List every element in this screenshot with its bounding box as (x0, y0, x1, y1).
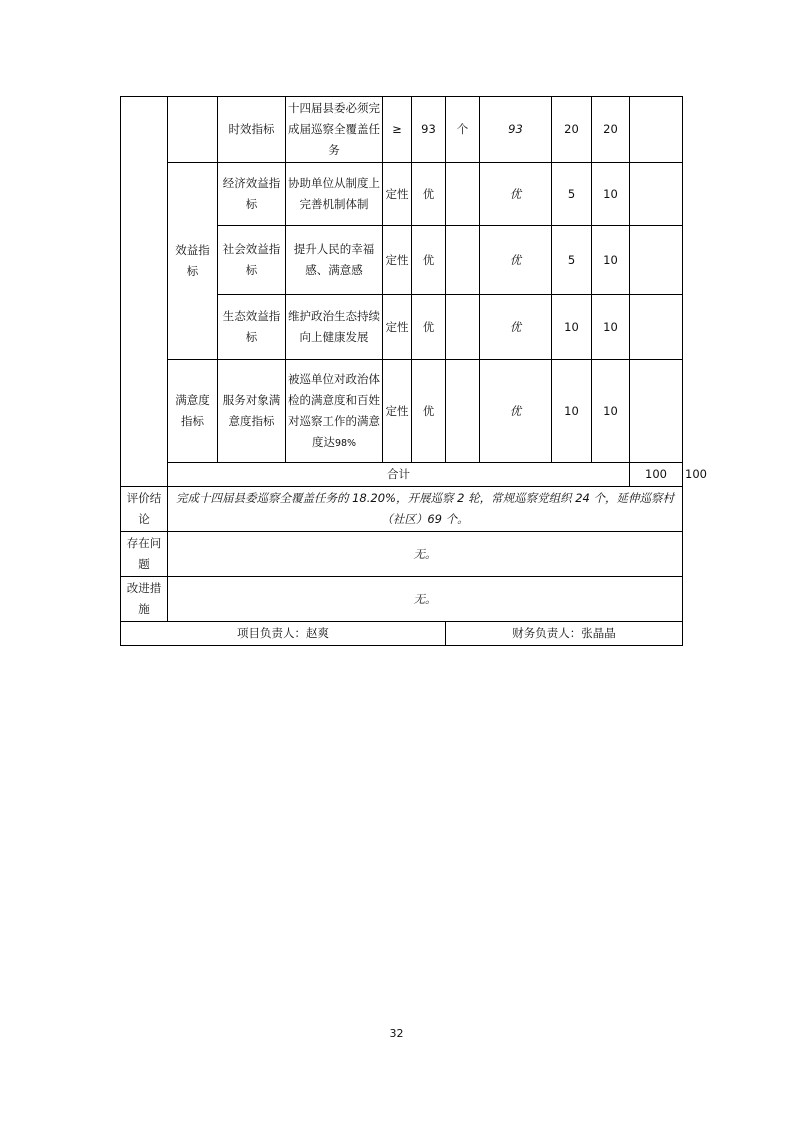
table-row (121, 97, 683, 163)
evaluation-row (121, 487, 683, 532)
content-cell: 维护政治生态持续向上健康发展 (286, 295, 383, 360)
target-cell: 优 (412, 295, 446, 360)
remark-cell (630, 226, 683, 295)
table-row (121, 163, 683, 226)
problems-row (121, 532, 683, 577)
actual-cell: 优 (480, 163, 552, 226)
operator-cell: 定性 (383, 295, 412, 360)
remark-cell (630, 97, 683, 163)
target-cell: 优 (412, 163, 446, 226)
actual-cell: 优 (480, 226, 552, 295)
operator-cell: 定性 (383, 360, 412, 463)
indicator-cell: 社会效益指标 (218, 226, 286, 295)
improvements-row (121, 577, 683, 622)
page-number: 32 (389, 1027, 404, 1040)
category-benefit: 效益指标 (168, 163, 218, 360)
total-weight: 100 (630, 463, 683, 487)
indicator-cell: 服务对象满意度指标 (218, 360, 286, 463)
level1-cell (121, 97, 168, 487)
table-row (121, 360, 683, 463)
score-cell: 10 (592, 295, 630, 360)
project-lead: 项目负责人：赵爽 (121, 622, 446, 646)
content-cell: 提升人民的幸福感、满意感 (286, 226, 383, 295)
total-row: 合计 100 100 (121, 463, 683, 487)
weight-cell: 5 (552, 226, 592, 295)
unit-cell (446, 295, 480, 360)
improvements-text: 无。 (168, 577, 683, 622)
weight-cell: 10 (552, 295, 592, 360)
target-cell: 优 (412, 360, 446, 463)
category-satisfaction: 满意度指标 (168, 360, 218, 463)
operator-cell: 定性 (383, 226, 412, 295)
evaluation-label: 评价结论 (121, 487, 168, 532)
indicator-cell: 经济效益指标 (218, 163, 286, 226)
operator-cell: ≥ (383, 97, 412, 163)
actual-cell: 优 (480, 295, 552, 360)
unit-cell (446, 360, 480, 463)
remark-cell (630, 360, 683, 463)
remark-cell (630, 295, 683, 360)
actual-cell: 93 (480, 97, 552, 163)
operator-cell: 定性 (383, 163, 412, 226)
weight-cell: 20 (552, 97, 592, 163)
footer-row (121, 622, 683, 646)
score-cell: 10 (592, 226, 630, 295)
problems-text: 无。 (168, 532, 683, 577)
weight-cell: 5 (552, 163, 592, 226)
problems-label: 存在问题 (121, 532, 168, 577)
score-cell: 10 (592, 360, 630, 463)
finance-lead: 财务负责人：张晶晶 (446, 622, 683, 646)
unit-cell: 个 (446, 97, 480, 163)
performance-table (120, 96, 707, 646)
indicator-cell: 生态效益指标 (218, 295, 286, 360)
total-label: 合计 (168, 463, 630, 487)
evaluation-text: 完成十四届县委巡察全覆盖任务的 18.20%，开展巡察 2 轮，常规巡察党组织 24 个，延伸巡察村（社区）69 个。 (168, 487, 683, 532)
content-cell (286, 360, 383, 463)
unit-cell (446, 226, 480, 295)
content-cell: 协助单位从制度上完善机制体制 (286, 163, 383, 226)
actual-cell: 优 (480, 360, 552, 463)
weight-cell: 10 (552, 360, 592, 463)
target-cell: 优 (412, 226, 446, 295)
score-cell: 10 (592, 163, 630, 226)
content-cell: 十四届县委必须完成届巡察全覆盖任务 (286, 97, 383, 163)
remark-cell (630, 163, 683, 226)
score-cell: 20 (592, 97, 630, 163)
unit-cell (446, 163, 480, 226)
level2-cell (168, 97, 218, 163)
improvements-label: 改进措施 (121, 577, 168, 622)
content-tail: 98% (334, 437, 357, 449)
target-cell: 93 (412, 97, 446, 163)
content-text: 被巡单位对政治体检的满意度和百姓对巡察工作的满意度达 (288, 371, 380, 449)
indicator-cell: 时效指标 (218, 97, 286, 163)
